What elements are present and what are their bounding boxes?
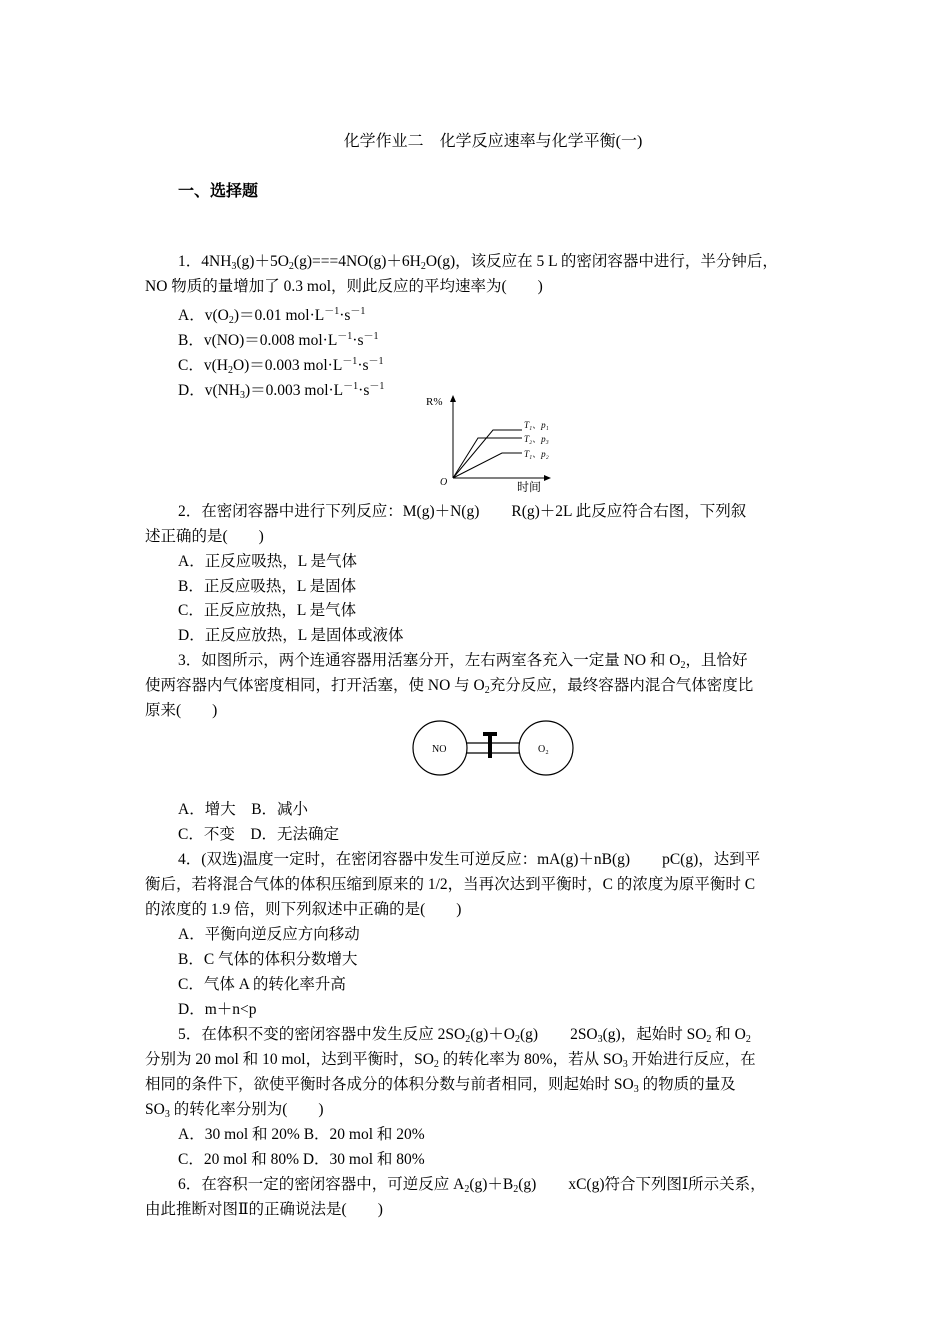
q1-option-d: D．$v(NH_3)=0.003$ $mol\cdot L^{-1}\cdot s^{-1}$ (178, 381, 385, 401)
q2-stem-line1: 2．在密闭容器中进行下列反应：M(g)＋N(g) R(g)＋2L 此反应符合右图，下列叙 (178, 503, 747, 520)
graph-y-label: R% (426, 396, 443, 408)
q2-option-d: D．正反应放热，L 是固体或液体 (178, 627, 404, 644)
q1-stem-line2: NO 物质的量增加了 0.3 mol，则此反应的平均速率为( ) (145, 278, 543, 295)
q5-options-line2: C．20 mol 和 80% D．30 mol 和 80% (178, 1151, 425, 1168)
q5-stem-line2: 分别为 20 mol 和 10 mol，达到平衡时，$SO_2$ 的转化率为 80%，若从 $SO_3$ 开始进行反应，在 (145, 1051, 756, 1070)
graph-x-arrow (544, 475, 551, 481)
q1-option-c: C．$v(H_2O)=0.003$ $mol\cdot L^{-1}\cdot s^{-1}$ (178, 356, 384, 376)
q4-stem-line2: 衡后，若将混合气体的体积压缩到原来的 1/2，当再次达到平衡时，C 的浓度为原平衡时 C (145, 876, 756, 893)
q5-stem-line4: $SO_3$ 的转化率分别为( ) (145, 1101, 324, 1120)
q3-stem-line1: 3．如图所示，两个连通容器用活塞分开，左右两室各充入一定量 NO 和 $O_2$，且恰好 (178, 652, 748, 671)
q6-stem-line1: 6．在容积一定的密闭容器中，可逆反应 $A_2(g)+B_2(g)$ xC(g)符合下列图Ⅰ所示关系， (178, 1176, 766, 1195)
q1-stem-line1: 1．$4NH_3(g)+5O_2(g)===4NO(g)+6H_2O(g)$，该反应在 5 L 的密闭容器中进行，半分钟后， (178, 253, 778, 272)
q3-stem-line2: 使两容器内气体密度相同，打开活塞，使 NO 与 $O_2$充分反应，最终容器内混合气体密度比 (145, 677, 754, 696)
q5-stem-line3: 相同的条件下，欲使平衡时各成分的体积分数与前者相同，则起始时 $SO_3$ 的物质的量及 (145, 1076, 736, 1095)
q3-stem-line3: 原来( ) (145, 702, 218, 719)
graph-x-label: 时间 (517, 480, 542, 494)
q6-stem-line2: 由此推断对图Ⅱ的正确说法是( ) (145, 1201, 383, 1218)
q4-stem-line1: 4．(双选)温度一定时，在密闭容器中发生可逆反应：mA(g)＋nB(g) pC(g)，达到平 (178, 851, 761, 868)
stopcock-valve (488, 732, 492, 758)
q4-stem-line3: 的浓度的 1.9 倍，则下列叙述中正确的是( ) (145, 901, 462, 918)
graph-curve-label-2: T₂、p₃ (524, 434, 549, 444)
q2-option-b: B．正反应吸热，L 是固体 (178, 578, 357, 595)
q4-option-a: A．平衡向逆反应方向移动 (178, 926, 360, 943)
q4-option-d: D．m＋n<p (178, 1001, 257, 1018)
q1-option-a: A．$v(O_2)=0.01$ $mol\cdot L^{-1}\cdot s^{-1}$ (178, 306, 366, 326)
q2-option-a: A．正反应吸热，L 是气体 (178, 553, 357, 570)
q4-option-c: C．气体 A 的转化率升高 (178, 976, 346, 993)
graph-curve-1 (453, 430, 522, 478)
graph-curve-label-1: T₁、p₁ (524, 420, 549, 430)
q2-stem-line2: 述正确的是( ) (145, 528, 264, 545)
connected-containers-diagram (410, 718, 576, 778)
right-container-label: O₂ (538, 744, 549, 755)
graph-y-arrow (450, 395, 456, 402)
q5-stem-line1: 5．在体积不变的密闭容器中发生反应 $2SO_2(g)+O_2(g)$ $2SO_3(g)$，起始时 $SO_2$ 和 $O_2$ (178, 1026, 751, 1045)
q5-options-line1: A．30 mol 和 20% B．20 mol 和 20% (178, 1126, 425, 1143)
q4-option-b: B．C 气体的体积分数增大 (178, 951, 358, 968)
left-container-label: NO (432, 744, 447, 755)
graph-curve-2 (453, 438, 522, 478)
q2-option-c: C．正反应放热，L 是气体 (178, 602, 357, 619)
q1-option-b: B．v(NO)＝0.008 $mol\cdot L^{-1}\cdot s^{-1}$ (178, 331, 379, 349)
section-heading: 一、选择题 (178, 183, 259, 200)
graph-origin-label: O (440, 477, 448, 488)
r-percent-time-graph (420, 392, 570, 494)
graph-curve-label-3: T₁、p₂ (524, 449, 549, 459)
q3-options-line1: A．增大 B．减小 (178, 801, 309, 818)
page-title: 化学作业二 化学反应速率与化学平衡(一) (343, 133, 643, 150)
q3-options-line2: C．不变 D．无法确定 (178, 826, 340, 843)
